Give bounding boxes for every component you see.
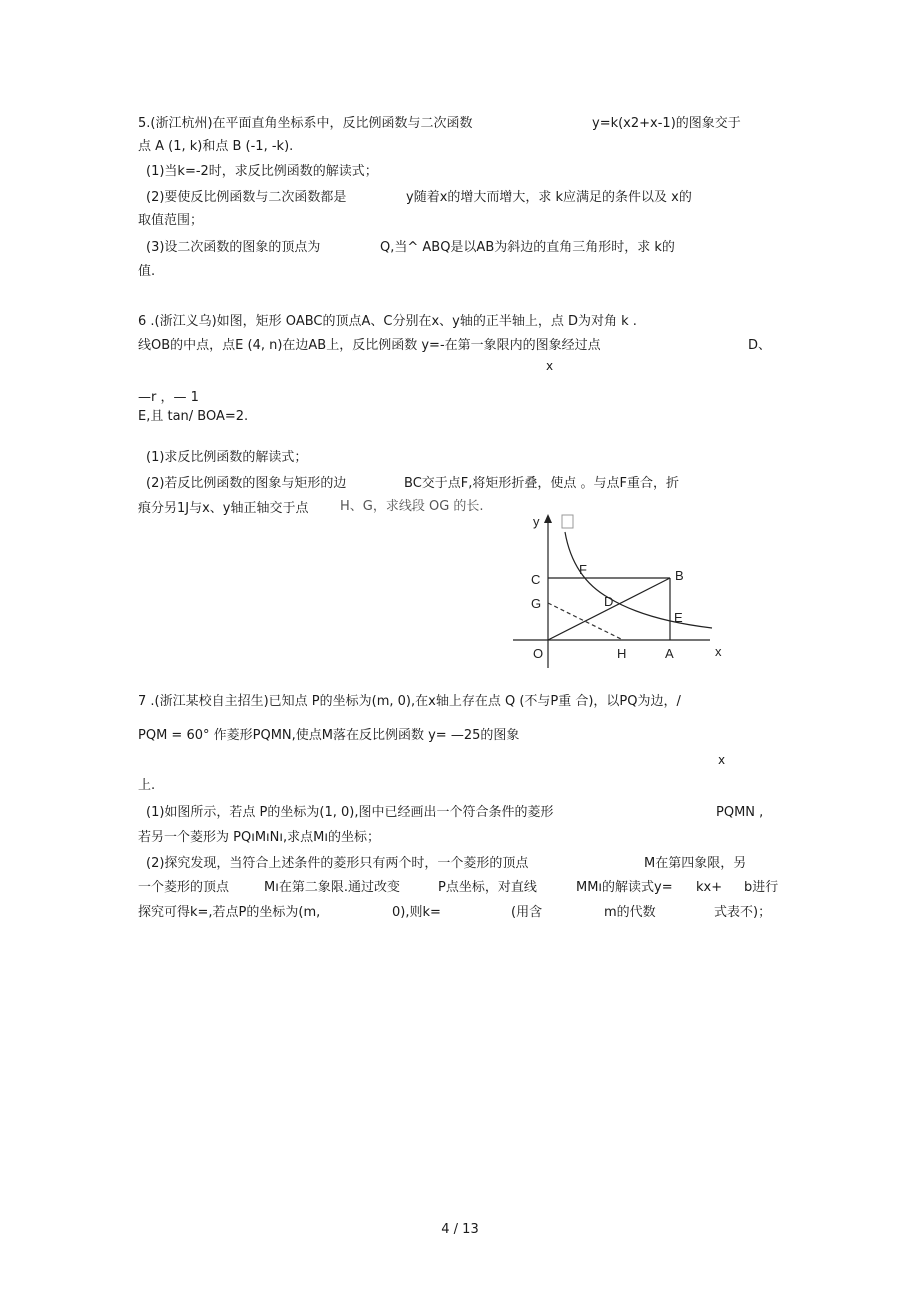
p6-line3: —r ，— 1 [138,390,199,405]
p7-q2d1: 探究可得k=,若点P的坐标为(m, [138,905,321,920]
label-h: H [617,646,627,661]
p6-line2-x: x [546,359,554,373]
p5-q1: (1)当k=-2时，求反比例函数的解读式； [146,164,378,179]
label-d: D [604,594,614,609]
p7-q2c4: MMı的解读式y= [576,880,673,895]
p5-line1a: 5.(浙江杭州)在平面直角坐标系中，反比例函数与二次函数 [138,116,473,131]
p6-q2a: (2)若反比例函数的图象与矩形的边 [146,476,347,491]
label-y: y [533,514,540,529]
y-axis-arrow [544,514,552,523]
page-number: 4 / 13 [441,1222,479,1237]
p6-q2d: H、G，求线段 OG 的长. [340,499,484,514]
p6-q2c: 痕分另1J与x、y轴正轴交于点 [138,501,309,516]
p5-line2: 点 A (1, k)和点 B (-1, -k). [138,139,294,154]
p6-line2b: D、 [748,338,772,353]
p7-q2d5: 式表不)； [714,905,772,920]
p5-q3b: Q,当^ ABQ是以AB为斜边的直角三角形时，求 k的 [380,240,675,255]
p6-line1: 6 .(浙江义乌)如图，矩形 OABC的顶点A、C分别在x、y轴的正半轴上，点 D为对角 k . [138,314,637,329]
p6-line2a: 线OB的中点，点E (4, n)在边AB上，反比例函数 y=-在第一象限内的图象经过点 [138,338,601,353]
p7-q2c6: b进行 [744,880,779,895]
diagonal-ob [548,578,670,640]
label-x: x [715,644,722,659]
label-f: F [579,562,587,577]
p7-q2d4: m的代数 [604,905,656,920]
label-e: E [674,610,683,625]
label-c: C [531,572,541,587]
p5-q2b: y随着x的增大而增大，求 k应满足的条件以及 x的 [406,190,692,205]
p7-q1a: (1)如图所示，若点 P的坐标为(1, 0),图中已经画出一个符合条件的菱形 [146,805,554,820]
p7-q2b: M在第四象限，另 [644,856,747,871]
p5-q2c: 取值范围； [138,213,204,228]
p5-q2a: (2)要使反比例函数与二次函数都是 [146,190,347,205]
p7-q1c: 若另一个菱形为 PQıMıNı,求点Mı的坐标； [138,830,380,845]
rectangle-figure [505,510,730,670]
p7-line2-x: x [718,753,726,767]
p7-q2d3: (用含 [511,905,543,920]
p7-line2: PQM = 60° 作菱形PQMN,使点M落在反比例函数 y= —25的图象 [138,728,520,743]
p7-line3: 上. [138,778,156,793]
p7-q2c5: kx+ [696,880,723,895]
p7-q2c3: P点坐标，对直线 [438,880,537,895]
square-marker [562,515,573,528]
p5-q3c: 值. [138,264,156,279]
p5-q3a: (3)设二次函数的图象的顶点为 [146,240,321,255]
p5-line1b: y=k(x2+x-1)的图象交于 [592,116,741,131]
p6-q2b: BC交于点F,将矩形折叠，使点 。与点F重合，折 [404,476,679,491]
p7-q2a: (2)探究发现，当符合上述条件的菱形只有两个时，一个菱形的顶点 [146,856,529,871]
label-o: O [533,646,544,661]
label-g: G [531,596,542,611]
p7-q1b: PQMN , [716,805,764,820]
label-b: B [675,568,684,583]
p6-line4: E,且 tan/ BOA=2. [138,409,249,424]
p7-line1: 7 .(浙江某校自主招生)已知点 P的坐标为(m, 0),在x轴上存在点 Q (不与P重 合)，以PQ为边，/ [138,694,681,709]
p7-q2c1: 一个菱形的顶点 [138,880,230,895]
p7-q2d2: 0),则k= [392,905,441,920]
hyperbola-curve [565,532,712,628]
label-a: A [665,646,674,661]
p7-q2c2: Mı在第二象限.通过改变 [264,880,400,895]
p6-q1: (1)求反比例函数的解读式； [146,450,308,465]
